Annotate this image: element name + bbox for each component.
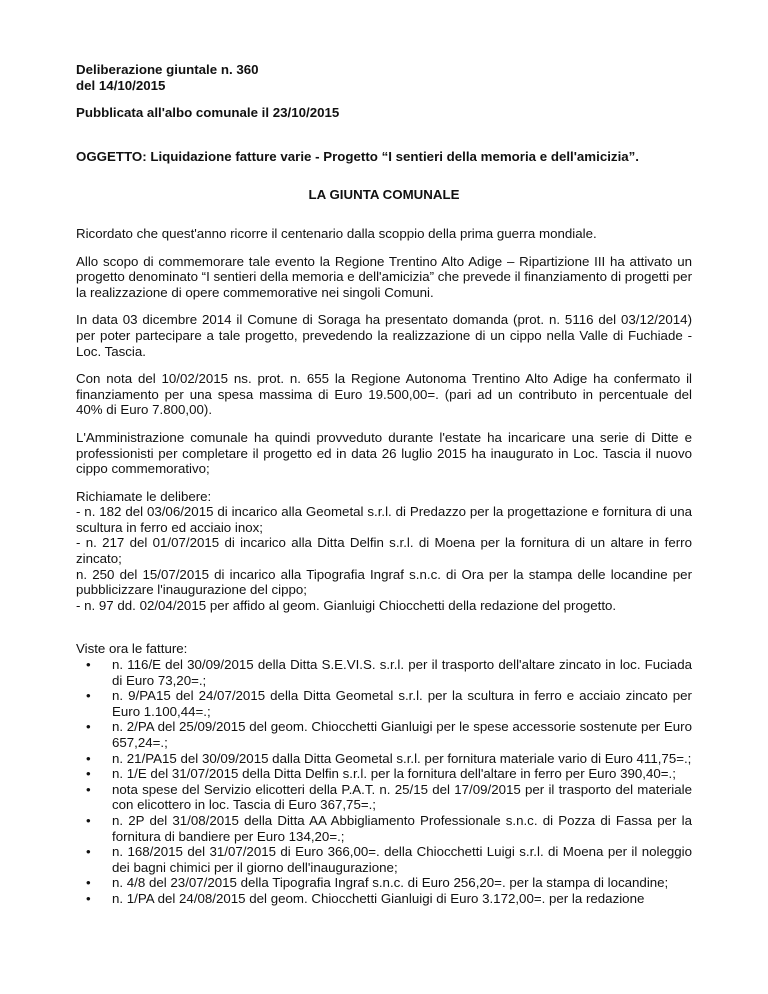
delibere-intro: Richiamate le delibere:: [76, 488, 212, 504]
delibera-item: - n. 97 dd. 02/04/2015 per affido al geom. Gianluigi Chiocchetti della redazione del progetto.: [76, 597, 617, 613]
fattura-item: • n. 168/2015 del 31/07/2015 di Euro 366,00=. della Chiocchetti Luigi s.r.l. di Moena per il noleggio dei bagni chimici per il giorno dell'inaugurazione;: [76, 844, 692, 875]
fattura-item: • n. 4/8 del 23/07/2015 della Tipografia Ingraf s.n.c. di Euro 256,20=. per la stampa di locandine;: [76, 875, 692, 891]
paragraph-centenary: Ricordato che quest'anno ricorre il centenario dalla scoppio della prima guerra mondiale.: [76, 225, 597, 241]
fatture-section: [76, 641, 692, 906]
fatture-intro: Viste ora le fatture:: [76, 641, 188, 657]
fattura-item: • n. 1/PA del 24/08/2015 del geom. Chiocchetti Gianluigi di Euro 3.172,00=. per la redazione: [76, 891, 692, 907]
fattura-item: • n. 9/PA15 del 24/07/2015 della Ditta Geometal s.r.l. per la scultura in ferro e acciaio zincato per Euro 1.100,44=.;: [76, 688, 692, 719]
document-page: [76, 62, 692, 907]
fattura-item: • n. 1/E del 31/07/2015 della Ditta Delfin s.r.l. per la fornitura dell'altare in ferro per Euro 390,40=.;: [76, 766, 692, 782]
delibera-item: n. 250 del 15/07/2015 di incarico alla Tipografia Ingraf s.n.c. di Ora per la stampa delle locandine per pubblicizzare l'inaugurazione del cippo;: [76, 566, 692, 598]
delibera-item: - n. 217 del 01/07/2015 di incarico alla Ditta Delfin s.r.l. di Moena per la fornitura di un altare in ferro zincato;: [76, 535, 692, 567]
fatture-list: [76, 657, 692, 907]
body-title: LA GIUNTA COMUNALE: [308, 187, 460, 203]
fattura-item: • nota spese del Servizio elicotteri della P.A.T. n. 25/15 del 17/09/2015 per il trasporto del materiale con elicottero in loc. Tascia di Euro 367,75=.;: [76, 782, 692, 813]
subject-line: OGGETTO: Liquidazione fatture varie - Progetto “I sentieri della memoria e dell'amicizia”.: [76, 148, 639, 164]
paragraph-application: In data 03 dicembre 2014 il Comune di Soraga ha presentato domanda (prot. n. 5116 del 03/12/2014) per poter partecipare a tale progetto, prevedendo la realizzazione di un cippo nella Valle di Fuchiade - Loc. Tascia.: [76, 312, 692, 359]
paragraph-administration: L'Amministrazione comunale ha quindi provveduto durante l'estate ha incaricare una serie di Ditte e professionisti per completare il progetto ed in data 26 luglio 2015 ha inaugurato in Loc. Tascia il nuovo cippo commemorativo;: [76, 429, 692, 477]
paragraph-region-project: Allo scopo di commemorare tale evento la Regione Trentino Alto Adige – Ripartizione III ha attivato un progetto denominato “I sentieri della memoria e dell'amicizia” che prevede il finanziamento di progetti per la realizzazione di opere commemorative nei singoli Comuni.: [76, 253, 692, 300]
fattura-item: • n. 21/PA15 del 30/09/2015 dalla Ditta Geometal s.r.l. per fornitura materiale vario di Euro 411,75=.;: [76, 751, 692, 767]
fattura-item: • n. 2/PA del 25/09/2015 del geom. Chiocchetti Gianluigi per le spese accessorie sostenute per Euro 657,24=.;: [76, 719, 692, 750]
deliberation-number: Deliberazione giuntale n. 360: [76, 62, 259, 77]
delibera-item: - n. 182 del 03/06/2015 di incarico alla Geometal s.r.l. di Predazzo per la progettazione e fornitura di una scultura in ferro ed acciaio inox;: [76, 504, 692, 535]
fattura-item: • n. 2P del 31/08/2015 della Ditta AA Abbigliamento Professionale s.n.c. di Pozza di Fassa per la fornitura di bandiere per Euro 134,20=.;: [76, 813, 692, 844]
deliberation-date: del 14/10/2015: [76, 77, 166, 93]
delibere-section: [76, 489, 692, 614]
publication-note: Pubblicata all'albo comunale il 23/10/2015: [76, 105, 340, 121]
paragraph-financing: Con nota del 10/02/2015 ns. prot. n. 655 la Regione Autonoma Trentino Alto Adige ha confermato il finanziamento per una spesa massima di Euro 19.500,00=. (pari ad un contributo in percentuale del 40% di Euro 7.800,00).: [76, 371, 692, 418]
fattura-item: • n. 116/E del 30/09/2015 della Ditta S.E.VI.S. s.r.l. per il trasporto dell'altare zincato in loc. Fuciada di Euro 73,20=.;: [76, 657, 692, 688]
